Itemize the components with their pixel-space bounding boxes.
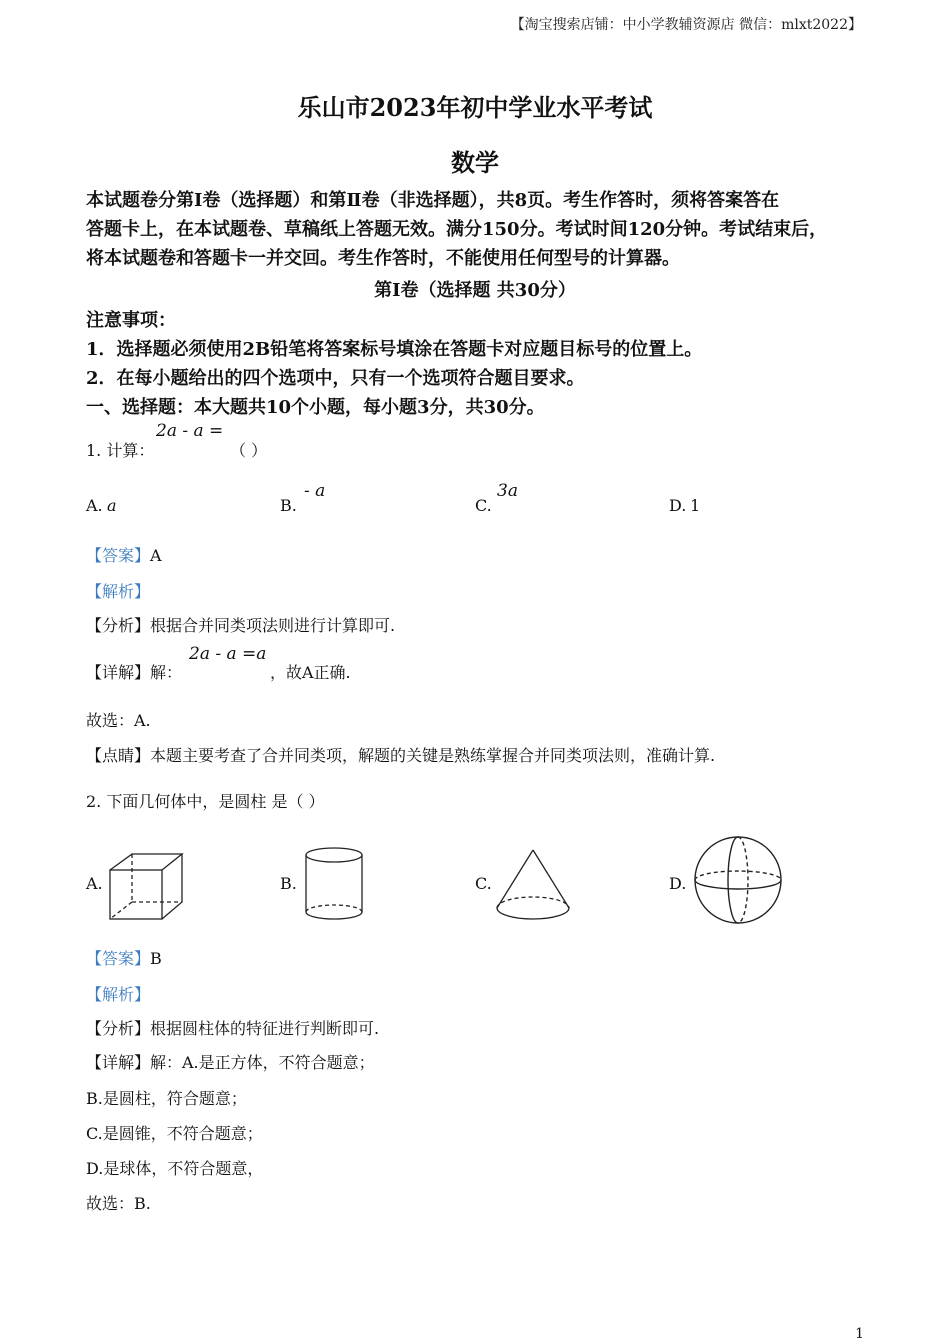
q1-answer: A [150,546,162,565]
q2-detail-line: D.是球体，不符合题意， [86,1159,264,1178]
q1-option-b-label: B. [280,496,297,515]
page-header: 【淘宝搜索店铺：中小学教辅资源店 微信：mlxt2022】 [510,17,862,33]
answer-tag: 【答案】 [86,949,151,968]
q2-answer: B [150,949,162,968]
q2-option-b-label: B. [280,874,297,893]
intro-line: 答题卡上，在本试题卷、草稿纸上答题无效。满分150分。考试时间120分钟。考试结束后， [86,219,828,240]
q1-fenxi: 【分析】根据合并同类项法则进行计算即可. [86,616,396,635]
q2-answer-line [86,946,162,969]
q1-conclusion: 故选：A. [86,711,151,730]
note-item: 2．在每小题给出的四个选项中，只有一个选项符合题目要求。 [86,368,585,389]
intro-line: 将本试题卷和答题卡一并交回。考生作答时，不能使用任何型号的计算器。 [86,248,680,269]
q1-option-d-label: D. [669,496,687,515]
q1-detail-suffix: ，故A正确. [270,663,351,682]
q2-stem: 2. 下面几何体中，是圆柱 是（ ） [86,792,325,811]
exam-title: 乐山市2023年初中学业水平考试 [297,93,653,122]
q1-analysis-tag: 【解析】 [86,582,151,601]
q1-option-c-label: C. [475,496,492,515]
q2-analysis-tag: 【解析】 [86,985,151,1004]
q2-fenxi: 【分析】根据圆柱体的特征进行判断即可. [86,1019,380,1038]
note-item: 1．选择题必须使用2B铅笔将答案标号填涂在答题卡对应题目标号的位置上。 [86,339,703,360]
q1-stem-suffix: （ ） [230,441,268,460]
answer-tag: 【答案】 [86,546,151,565]
notes-title: 注意事项： [86,310,176,331]
page-number: 1 [855,1326,864,1342]
q1-answer-line [86,543,162,566]
q1-dianjing: 【点睛】本题主要考查了合并同类项，解题的关键是熟练掌握合并同类项法则，准确计算. [86,746,716,765]
q2-option-d-label: D. [669,874,687,893]
part-title: 第Ⅰ卷（选择题 共30分） [374,280,576,301]
q1-option-a-label: A. [86,496,103,515]
q1-option-c-value: 3a [497,481,518,501]
q1-stem-prefix: 1. 计算： [86,441,155,460]
sphere-icon [692,834,784,926]
q1-detail-prefix: 【详解】解： [86,663,183,682]
q2-option-c-label: C. [475,874,492,893]
cylinder-icon [303,846,365,922]
cone-icon [494,848,572,924]
intro-paragraph [86,186,866,273]
q1-expression: 2a - a = [156,421,224,441]
q2-detail-line: C.是圆锥，不符合题意； [86,1124,263,1143]
q1-option-d-value: 1 [690,496,701,515]
intro-line: 本试题卷分第Ⅰ卷（选择题）和第Ⅱ卷（非选择题），共8页。考生作答时，须将答案答在 [86,190,780,211]
cube-icon [108,852,184,922]
q1-option-b-value: - a [304,481,326,501]
q2-detail-line: B.是圆柱，符合题意； [86,1089,247,1108]
q1-detail-expression: 2a - a =a [189,644,267,664]
subject-title: 数学 [451,148,499,177]
q2-detail-line: 【详解】解：A.是正方体，不符合题意； [86,1053,375,1072]
section-title: 一、选择题：本大题共10个小题，每小题3分，共30分。 [86,397,545,418]
q2-conclusion: 故选：B. [86,1194,151,1213]
q1-option-a-value: a [107,496,117,515]
q2-option-a-label: A. [86,874,103,893]
